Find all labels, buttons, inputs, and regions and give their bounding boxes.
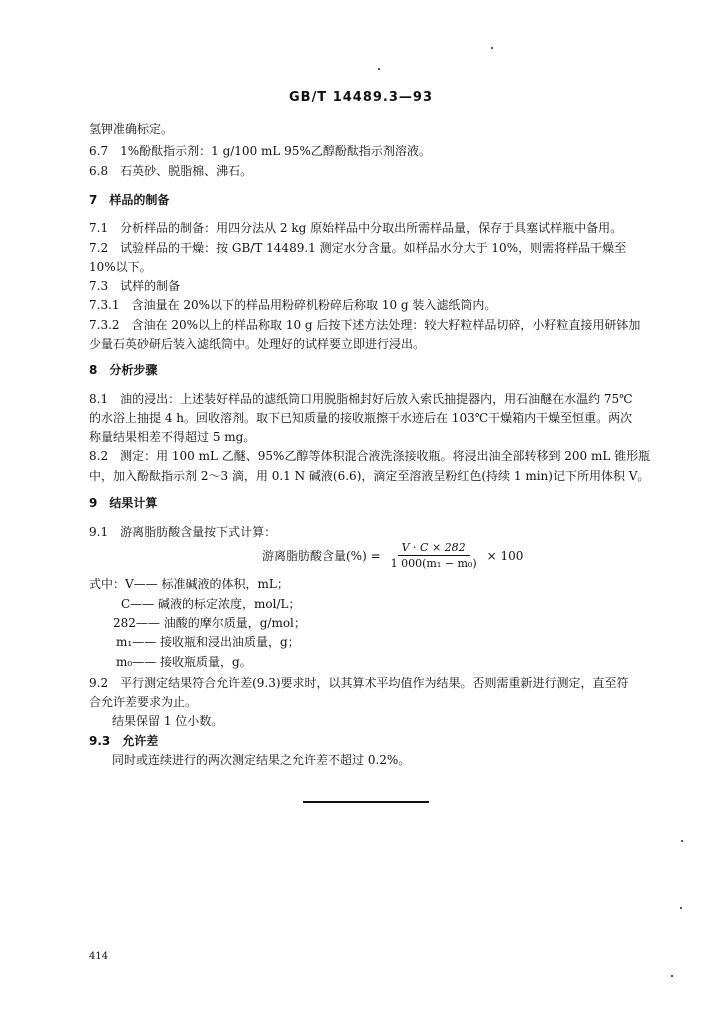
text-line: 7.3.1 含油量在 20%以下的样品用粉碎机粉碎后称取 10 g 装入滤纸筒内。 — [89, 298, 497, 312]
text-line: 6.8 石英砂、脱脂棉、沸石。 — [89, 164, 253, 178]
section-heading: 9 结果计算 — [89, 496, 158, 510]
text-line: 7.2 试验样品的干燥：按 GB/T 14489.1 测定水分含量。如样品水分大于 10%，则需将样品干燥至 — [89, 241, 627, 255]
scan-speck — [671, 975, 673, 977]
text-line: 氢钾准确标定。 — [89, 122, 174, 136]
section-heading: 7 样品的制备 — [89, 193, 170, 207]
standard-header: GB/T 14489.3—93 — [288, 90, 434, 105]
text-line: 少量石英砂研后装入滤纸筒中。处理好的试样要立即进行浸出。 — [89, 337, 426, 351]
section-heading: 9.3 允许差 — [89, 734, 159, 748]
text-line: 合允许差要求为止。 — [89, 695, 198, 709]
scan-speck — [378, 68, 380, 70]
formula-denominator: 1 000(m₁ − m₀) — [390, 557, 477, 570]
text-line: 9.2 平行测定结果符合允许差(9.3)要求时，以其算术平均值作为结果。否则需重新进行测定，直至符 — [89, 676, 629, 690]
fatty-acid-formula — [262, 541, 523, 570]
scan-speck — [491, 47, 493, 49]
text-line: m₀—— 接收瓶质量，g。 — [116, 655, 252, 669]
text-line: 7.3 试样的制备 — [89, 279, 181, 293]
text-line: 6.7 1%酚酞指示剂：1 g/100 mL 95%乙醇酚酞指示剂溶液。 — [89, 144, 431, 158]
formula-numerator: V · C × 282 — [398, 541, 470, 556]
text-line: 的水浴上抽提 4 h。回收溶剂。取下已知质量的接收瓶擦干水迹后在 103℃干燥箱内干燥至恒重。两次 — [89, 411, 633, 425]
text-line: C—— 碱液的标定浓度，mol/L； — [121, 597, 301, 611]
text-line: 282—— 油酸的摩尔质量，g/mol； — [113, 616, 306, 630]
text-line: 结果保留 1 位小数。 — [112, 714, 224, 728]
page-number: 414 — [89, 951, 109, 962]
text-line: 式中：V—— 标准碱液的体积，mL； — [89, 577, 289, 591]
formula-lhs: 游离脂肪酸含量(%) = — [262, 549, 381, 563]
formula-fraction — [387, 541, 481, 570]
text-line: 中，加入酚酞指示剂 2～3 滴，用 0.1 N 碱液(6.6)，滴定至溶液呈粉红色(持续 1 min)记下所用体积 V。 — [89, 469, 650, 483]
scan-speck — [681, 840, 683, 842]
text-line: 称量结果相差不得超过 5 mg。 — [89, 430, 256, 444]
text-line: 7.3.2 含油在 20%以上的样品称取 10 g 后按下述方法处理：较大籽粒样品切碎，小籽粒直接用研钵加 — [89, 318, 641, 332]
formula-rhs: × 100 — [486, 548, 524, 563]
text-line: 9.1 游离脂肪酸含量按下式计算： — [89, 525, 277, 539]
text-line: 8.1 油的浸出：上述装好样品的滤纸筒口用脱脂棉封好后放入索氏抽提器内，用石油醚在水温约 75℃ — [89, 392, 633, 406]
text-line: m₁—— 接收瓶和浸出油质量，g； — [116, 635, 300, 649]
section-heading: 8 分析步骤 — [89, 363, 158, 377]
end-rule — [303, 801, 429, 803]
scan-speck — [680, 907, 682, 909]
text-line: 同时或连续进行的两次测定结果之允许差不超过 0.2%。 — [112, 753, 411, 767]
text-line: 8.2 测定：用 100 mL 乙醚、95%乙醇等体积混合液洗涤接收瓶。将浸出油全部转移到 200 mL 锥形瓶 — [89, 449, 651, 463]
text-line: 7.1 分析样品的制备：用四分法从 2 kg 原始样品中分取出所需样品量，保存于具塞试样瓶中备用。 — [89, 221, 623, 235]
text-line: 10%以下。 — [89, 260, 152, 274]
